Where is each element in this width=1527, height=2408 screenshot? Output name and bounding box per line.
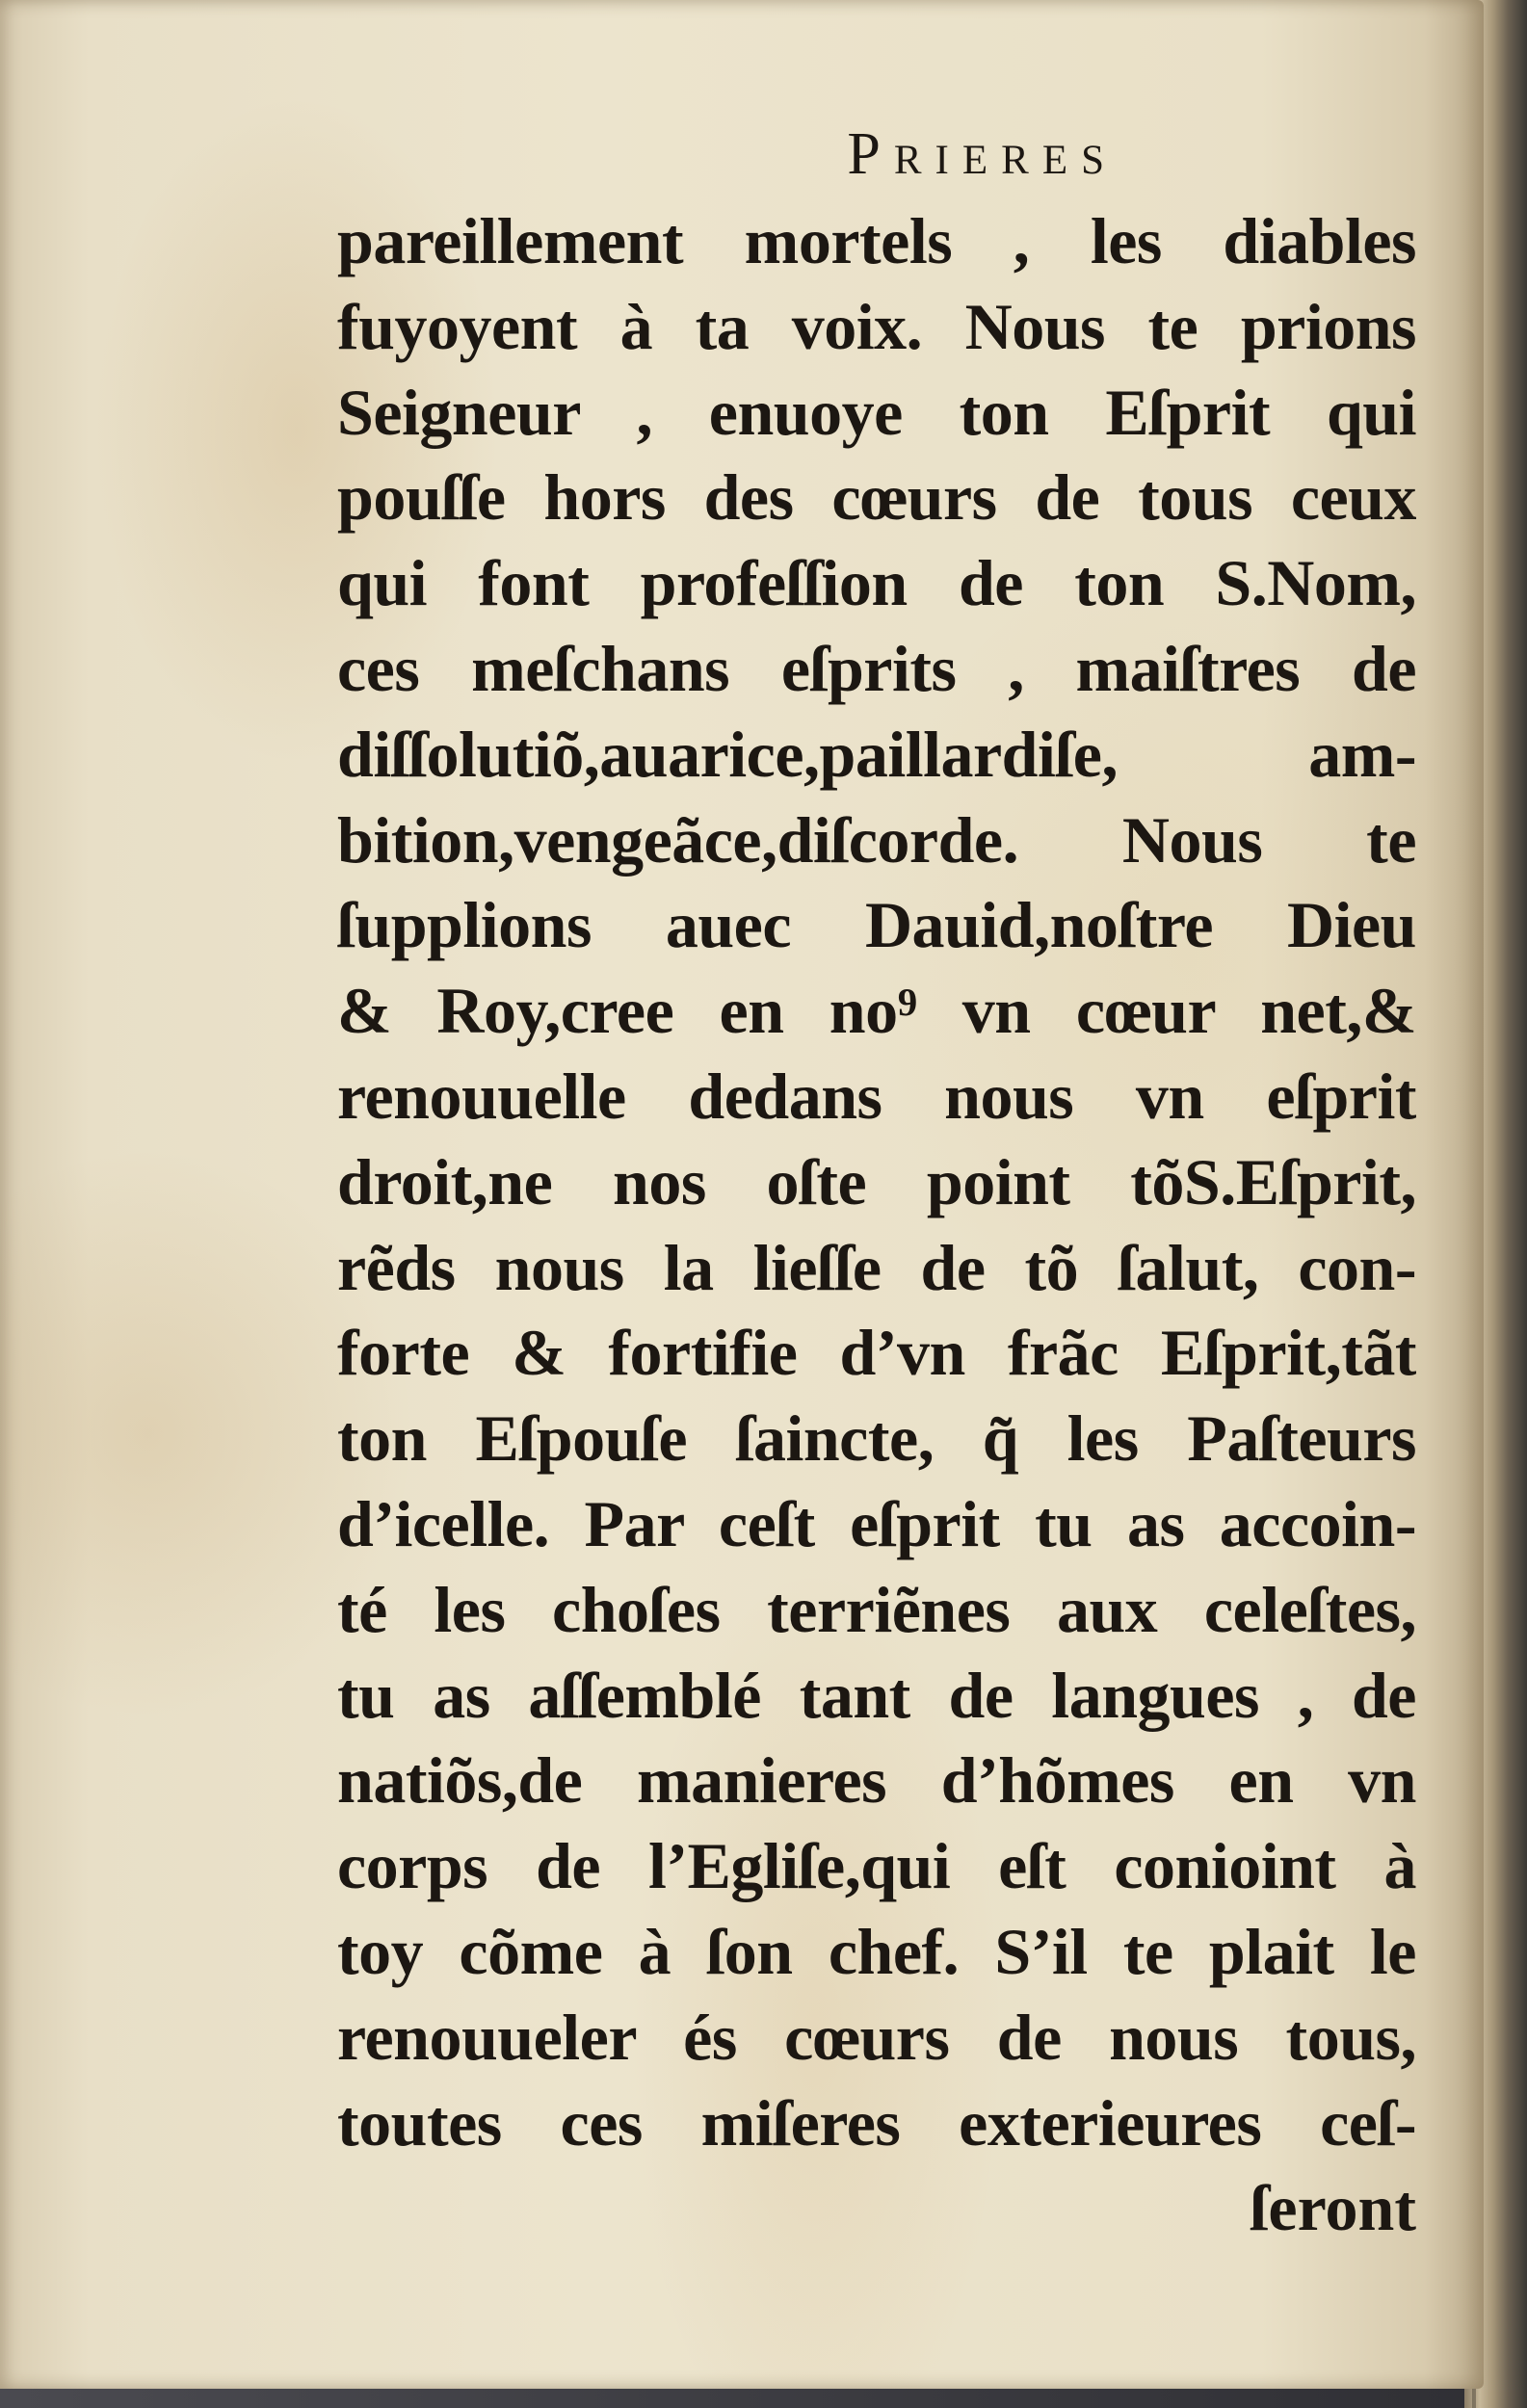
- text-line-6: ces meſchans eſprits , maiſtres de: [337, 631, 1416, 705]
- text-line-18: tu as aſſemblé tant de langues , de: [337, 1658, 1416, 1732]
- text-line-2: fuyoyent à ta voix. Nous te prions: [337, 289, 1416, 363]
- text-line-8: bition,vengeãce,diſcorde. Nous te: [337, 802, 1416, 877]
- text-line-9: ſupplions auec Dauid,noſtre Dieu: [337, 888, 1416, 962]
- catchword: ſeront: [1250, 2171, 1416, 2245]
- running-head: Prieres: [847, 121, 1118, 187]
- text-line-22: renouueler és cœurs de nous tous,: [337, 2000, 1416, 2074]
- text-line-14: forte & fortifie d’vn frãc Eſprit,tãt: [337, 1316, 1416, 1390]
- text-line-12: droit,ne nos oſte point tõS.Eſprit,: [337, 1144, 1416, 1218]
- text-line-20: corps de l’Egliſe,qui eſt conioint à: [337, 1829, 1416, 1903]
- text-line-21: toy cõme à ſon chef. S’il te plait le: [337, 1914, 1416, 1988]
- text-line-3: Seigneur , enuoye ton Eſprit qui: [337, 375, 1416, 449]
- text-line-11: renouuelle dedans nous vn eſprit: [337, 1059, 1416, 1133]
- text-line-13: rẽds nous la lieſſe de tõ ſalut, con-: [337, 1230, 1416, 1304]
- text-line-17: té les choſes terriẽnes aux celeſtes,: [337, 1572, 1416, 1646]
- text-line-15: ton Eſpouſe ſaincte, q̃ les Paſteurs: [337, 1401, 1416, 1476]
- text-line-7: diſſolutiõ,auarice,paillardiſe, am-: [337, 717, 1416, 791]
- text-block: [337, 116, 1416, 2250]
- text-line-10: & Roy,cree en no⁹ vn cœur net,&: [337, 974, 1416, 1048]
- text-line-19: natiõs,de manieres d’hõmes en vn: [337, 1743, 1416, 1818]
- text-line-5: qui font profeſſion de ton S.Nom,: [337, 546, 1416, 620]
- text-line-23: toutes ces miſeres exterieures ceſ-: [337, 2085, 1416, 2159]
- text-line-1: pareillement mortels , les diables: [337, 204, 1416, 277]
- text-line-16: d’icelle. Par ceſt eſprit tu as accoin-: [337, 1486, 1416, 1560]
- text-line-4: pouſſe hors des cœurs de tous ceux: [337, 460, 1416, 535]
